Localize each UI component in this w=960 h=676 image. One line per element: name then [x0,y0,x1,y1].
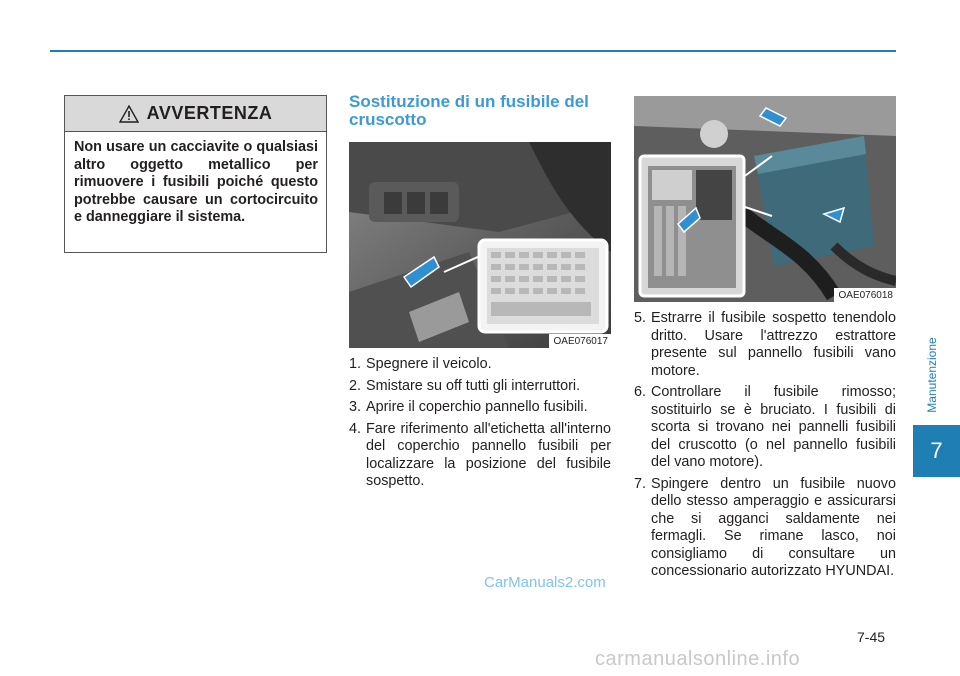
list-item: 1. Spegnere il veicolo. [349,356,492,372]
dashboard-fuse-photo [349,142,611,348]
list-item: 6. Controllare il fusibile rimosso; sostituirlo se è bruciato. I fusibili di scorta si trovano nei pannelli fusibili del cruscotto (o nel pannello fusibili del vano motore). [634,384,896,470]
chapter-side-label: Manutenzione [925,337,939,413]
list-item: 7. Spingere dentro un fusibile nuovo dello stesso amperaggio e assicurarsi che si agganci saldamente nei fermagli. Se rimane lasco, noi consigliamo di consultare un concessionario autorizzato HYUNDAI. [634,475,896,579]
engine-fuse-photo [634,96,896,302]
page-number: 7-45 [857,629,886,645]
list-item: 4. Fare riferimento all'etichetta all'interno del coperchio pannello fusibili per localizzare la posizione del fusibile sospetto. [349,420,611,489]
warning-triangle-icon [119,105,139,123]
watermark-link[interactable]: CarManuals2.com [484,574,606,591]
top-rule [50,50,896,52]
warning-text: Non usare un cacciavite o qualsiasi altro oggetto metallico per rimuovere i fusibili poiché questo potrebbe causare un cortocircuito e danneggiare il sistema. [74,139,318,225]
steps-list-right [634,310,896,585]
steps-list-left [349,356,611,495]
section-title: Sostituzione di un fusibile del cruscotto [349,92,589,129]
footer-watermark: carmanualsonline.info [595,648,801,670]
warning-title: AVVERTENZA [146,103,273,123]
warning-box [64,95,327,253]
list-item: 3. Aprire il coperchio pannello fusibili. [349,399,588,415]
figure-code-left: OAE076017 [549,334,612,348]
figure-code-right: OAE076018 [834,288,897,302]
warning-header [65,96,326,132]
chapter-tab: 7 [913,425,960,477]
list-item: 5. Estrarre il fusibile sospetto tenendolo dritto. Usare l'attrezzo estrattore presente sul pannello fusibili vano motore. [634,310,896,379]
list-item: 2. Smistare su off tutti gli interruttori. [349,377,581,394]
